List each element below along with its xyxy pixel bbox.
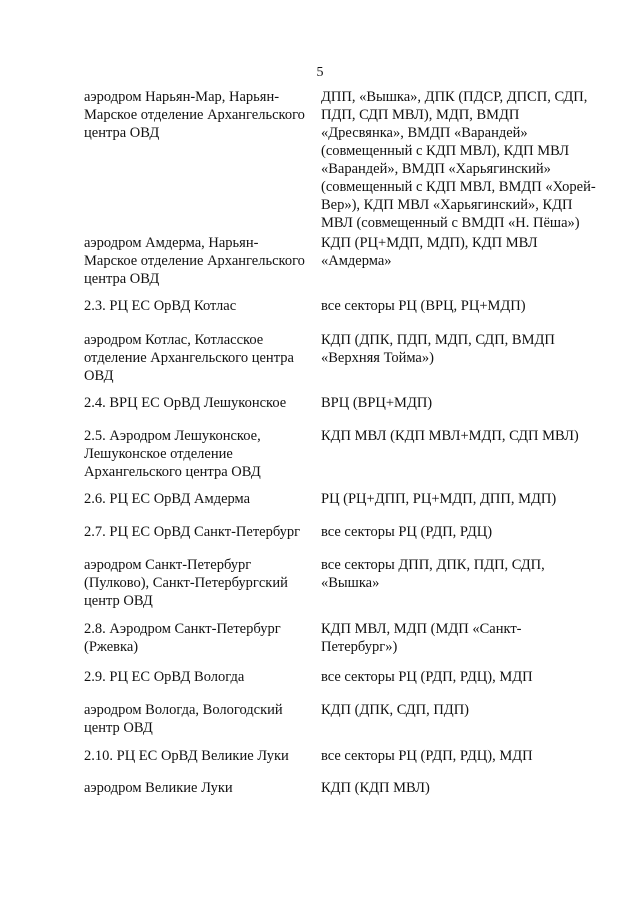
sectors-line: все секторы РЦ (РДП, РДЦ) bbox=[321, 524, 493, 540]
sectors-cell bbox=[321, 427, 611, 445]
sectors-line: КДП МВЛ (КДП МВЛ+МДП, СДП МВЛ) bbox=[321, 428, 579, 444]
facility-line: 2.6. РЦ ЕС ОрВД Амдерма bbox=[84, 491, 251, 507]
page-number: 5 bbox=[316, 65, 324, 80]
facility-cell bbox=[84, 556, 314, 610]
sectors-line: Вер»), КДП МВЛ «Харьягинский», КДП bbox=[321, 197, 573, 213]
sectors-line: КДП (РЦ+МДП, МДП), КДП МВЛ bbox=[321, 235, 538, 251]
sectors-line: «Дресвянка», ВМДП «Варандей» bbox=[321, 125, 528, 141]
facility-cell bbox=[84, 668, 314, 686]
facility-cell bbox=[84, 490, 314, 508]
facility-line: 2.8. Аэродром Санкт-Петербург bbox=[84, 621, 281, 637]
facility-line: Марское отделение Архангельского bbox=[84, 107, 305, 123]
facility-line: центра ОВД bbox=[84, 271, 160, 287]
sectors-line: КДП (ДПК, ПДП, МДП, СДП, ВМДП bbox=[321, 332, 555, 348]
facility-cell bbox=[84, 394, 314, 412]
sectors-line: (совмещенный с КДП МВЛ, ВМДП «Хорей- bbox=[321, 179, 596, 195]
sectors-line: ПДП, СДП МВЛ), МДП, ВМДП bbox=[321, 107, 520, 123]
facility-line: (Пулково), Санкт-Петербургский bbox=[84, 575, 288, 591]
sectors-line: «Варандей», ВМДП «Харьягинский» bbox=[321, 161, 551, 177]
facility-line: аэродром Котлас, Котласское bbox=[84, 332, 264, 348]
facility-cell bbox=[84, 88, 314, 142]
facility-line: ОВД bbox=[84, 368, 114, 384]
sectors-line: «Амдерма» bbox=[321, 253, 392, 269]
facility-line: аэродром Вологда, Вологодский bbox=[84, 702, 283, 718]
facility-line: центр ОВД bbox=[84, 593, 153, 609]
facility-line: (Ржевка) bbox=[84, 639, 139, 655]
facility-line: центра ОВД bbox=[84, 125, 160, 141]
facility-line: аэродром Амдерма, Нарьян- bbox=[84, 235, 259, 251]
sectors-cell bbox=[321, 490, 611, 508]
sectors-line: РЦ (РЦ+ДПП, РЦ+МДП, ДПП, МДП) bbox=[321, 491, 557, 507]
sectors-line: «Верхняя Тойма») bbox=[321, 350, 434, 366]
sectors-cell bbox=[321, 88, 611, 232]
facility-line: центр ОВД bbox=[84, 720, 153, 736]
sectors-line: все секторы РЦ (РДП, РДЦ), МДП bbox=[321, 669, 533, 685]
facility-line: Лешуконское отделение bbox=[84, 446, 233, 462]
sectors-line: КДП (ДПК, СДП, ПДП) bbox=[321, 702, 469, 718]
facility-cell bbox=[84, 331, 314, 385]
facility-line: 2.7. РЦ ЕС ОрВД Санкт-Петербург bbox=[84, 524, 301, 540]
facility-line: 2.9. РЦ ЕС ОрВД Вологда bbox=[84, 669, 245, 685]
facility-line: аэродром Великие Луки bbox=[84, 780, 233, 796]
facility-line: 2.10. РЦ ЕС ОрВД Великие Луки bbox=[84, 748, 289, 764]
sectors-line: КДП (КДП МВЛ) bbox=[321, 780, 430, 796]
sectors-line: ВРЦ (ВРЦ+МДП) bbox=[321, 395, 433, 411]
sectors-line: все секторы ДПП, ДПК, ПДП, СДП, bbox=[321, 557, 545, 573]
facility-cell bbox=[84, 620, 314, 656]
facility-line: 2.4. ВРЦ ЕС ОрВД Лешуконское bbox=[84, 395, 287, 411]
facility-line: отделение Архангельского центра bbox=[84, 350, 294, 366]
sectors-line: все секторы РЦ (РДП, РДЦ), МДП bbox=[321, 748, 533, 764]
sectors-line: (совмещенный с КДП МВЛ), КДП МВЛ bbox=[321, 143, 570, 159]
sectors-line: КДП МВЛ, МДП (МДП «Санкт- bbox=[321, 621, 522, 637]
facility-line: аэродром Нарьян-Мар, Нарьян- bbox=[84, 89, 280, 105]
sectors-cell bbox=[321, 701, 611, 719]
sectors-line: ДПП, «Вышка», ДПК (ПДСР, ДПСП, СДП, bbox=[321, 89, 588, 105]
facility-cell bbox=[84, 297, 314, 315]
sectors-cell bbox=[321, 747, 611, 765]
sectors-cell bbox=[321, 331, 611, 367]
sectors-cell bbox=[321, 668, 611, 686]
sectors-cell bbox=[321, 523, 611, 541]
facility-line: 2.5. Аэродром Лешуконское, bbox=[84, 428, 261, 444]
facility-cell bbox=[84, 747, 314, 765]
sectors-line: Петербург») bbox=[321, 639, 398, 655]
sectors-cell bbox=[321, 297, 611, 315]
sectors-cell bbox=[321, 394, 611, 412]
sectors-cell bbox=[321, 620, 611, 656]
facility-line: Марское отделение Архангельского bbox=[84, 253, 305, 269]
facility-cell bbox=[84, 234, 314, 288]
sectors-line: МВЛ (совмещенный с ВМДП «Н. Пёша») bbox=[321, 215, 580, 231]
facility-line: Архангельского центра ОВД bbox=[84, 464, 261, 480]
sectors-cell bbox=[321, 234, 611, 270]
facility-cell bbox=[84, 779, 314, 797]
facility-line: аэродром Санкт-Петербург bbox=[84, 557, 252, 573]
facility-line: 2.3. РЦ ЕС ОрВД Котлас bbox=[84, 298, 237, 314]
facility-cell bbox=[84, 523, 314, 541]
facility-cell bbox=[84, 701, 314, 737]
sectors-line: «Вышка» bbox=[321, 575, 380, 591]
sectors-line: все секторы РЦ (ВРЦ, РЦ+МДП) bbox=[321, 298, 526, 314]
facility-cell bbox=[84, 427, 314, 481]
sectors-cell bbox=[321, 779, 611, 797]
sectors-cell bbox=[321, 556, 611, 592]
